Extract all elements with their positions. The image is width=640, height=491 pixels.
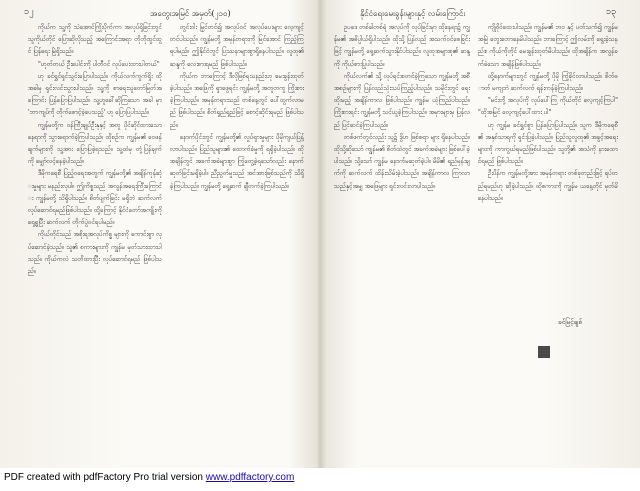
paragraph: ဦးပိန်က ကျွန်မတို့အား အမှန်တရား တစ်ခုတည်းဖြင့် ရပ်တည်ရမည်ဟု ဆိုခဲ့ပါသည်။ ထိုစကားကို ကျွန်မ ယနေ့တိုင် မှတ်မိနေပါသည်။	[478, 170, 618, 202]
pdf-footer	[4, 472, 294, 483]
paragraph: တွင်းဝါး မြှင်တင်၍ အလုပ်ဝင် အလုပ်ပေးများ လေ့ကျင့်တင်ပါသည်။ ကျွန်မတို့ အမှန်တရားကို မြင်အောင် ကြည့်ကြရပါမည်။ ဤနိုင်ငံတွင် ပြဿနာများစွာရှိနေပါသည်။ လူထု၏ ဆန္ဒကို လေးစားရမည် ဖြစ်ပါသည်။	[170, 24, 304, 68]
paragraph: နောက်ပိုင်းတွင် ကျွန်မတို့၏ လှုပ်ရှားမှုများ ပိုမိုကျယ်ပြန့်လာပါသည်။ ပြည်သူများ၏ ထောက်ခံမှုကို ရရှိခဲ့ပါသည်။ ထိုအချိန်တွင် အခက်အခဲများစွာ ကြုံတွေ့ခဲ့ရသော်လည်း နောက်ဆုတ်ခြင်းမရှိခဲ့ပါ။ ညီညွတ်မှုသည် အင်အားဖြစ်သည်ကို သိရှိခဲ့ကြပါသည်။ ကျွန်မတို့ ရှေ့ဆက် ချီတက်ခဲ့ကြပါသည်။	[170, 133, 304, 190]
right-page-column-2	[478, 22, 618, 312]
paragraph: ကိုယ်လက်၏ သို့ လုပ်ရင်းစတင်ခဲ့ကြသော ကျွန်မတို့ အစီအစဉ်များကို ပြန်လည်သုံးသပ်ကြည့်ပါသည်။ သမိုင်းတွင် ရေးထိုးမည့် အချိန်ကာလ ဖြစ်ပါသည်။ ကျွန်မ ယုံကြည်ပါသည်။ ကြိုးစားရင်း ကျွန်မတို့ သင်ယူခဲ့ကြပါသည်။ အမှားများမှ ပြန်လည် ပြင်ဆင်ခဲ့ကြပါသည်။	[334, 72, 470, 129]
paragraph: ဟု ကျွန်မ ခင်ရွှင်စွာ ပြန်ပြောပြပါသည်။ သူက ဒီမိုကရေစီ ၏ အနှစ်သာရကို ရှင်းပြခဲ့ပါသည်။ ပြည်သူလူထု၏ အခွင့်အရေးများကို ကာကွယ်ရမည်ဖြစ်ပါသည်။ သူတို့၏ အသံကို နားထောင်ရမည် ဖြစ်ပါသည်။	[478, 121, 618, 166]
pdffactory-link[interactable]: www.pdffactory.com	[205, 472, 295, 483]
left-page-number: ၁၂	[24, 7, 34, 17]
left-page-column-2	[170, 22, 304, 442]
paragraph: ကျွန်မတို့က ဝန်ကြီးချုပ်ဦးနုနှင့် အတူ ပိုင်ဆိုင်ထားသော နေရာကို သွားရောက်ခဲ့ကြပါသည်။ ထိုစဉ်က ကျွန်မ၏ ဝေဖန်ချက်များကို သူ့အား ပြောပြခဲ့ရသည်။ သူ့ထံမှ တုံ့ပြန်ချက် ကို မျှော်လင့်နေခဲ့ပါသည်။	[28, 121, 162, 166]
paragraph: ဟု ခင်ရွှင်ရှင်သွင်းပြောပါသည်။ ကိုယ်လက်ကွက်ရှိုး ထိုအခါမှ ရှင်းလင်းသွားပါသည်။ သူ့ကို စာရေးသူတော်မြတ်အကြောင်း ပြန်ပြောပြပါသည်။ သူ့ဟူခေါ်ဆိုကြသော အခါ မှာ 'ဘာကျပ်ကို တိုက်စောင့်ခဲ့ပေသည့်' ဟု ပြောပြပါသည်။	[28, 72, 162, 117]
paragraph: ကျိုဝိုဝ်ထေးပါသည်။ ကျွန်မ၏ ဘဝ နှင့် ပတ်သက်၍ ကျွန်မ အမြဲ တွေးတောနေမိပါသည်။ ဘာကြောင့် ဤလမ်းကို ရွေးခဲ့သနည်း။ ကိုယ်ကိုတိုင် မေးခွန်းထုတ်မိပါသည်။ ထိုအချိန်က အလွန်ခက်ခဲသော အချိန်ဖြစ်ပါသည်။	[478, 24, 618, 68]
footer-text: PDF created with pdfFactory Pro trial version	[4, 472, 206, 483]
ornament-mark	[538, 346, 550, 358]
paragraph: ကိုယ်က သူ့ကို သဲအောင်ကြိုးပိုက်ကာ အလုပ်ရှိခြင်းတွင် သူကိုယ်တိုင် ပြောဆိုလိုသည့် အကြောင်းအရာ တိုတိုထွင်ထွင် ပြန်ရေး မြဲရှိသည်။	[28, 24, 162, 56]
paragraph: တစ်ဖက်တွင်လည်း သူ၌ ဒွိဟ ဖြစ်စရာ များ ရှိနေပါသည်။ ထိုသို့ဆိုသော် ကျွန်မ၏ စိတ်ထဲတွင် အခက်အခဲများ ဖြစ်ပေါ်ခဲ့ပါသည်။ သို့သော် ကျွန်မ နောက်မဆုတ်ခဲ့ပါ။ မိမိ၏ ရည်မှန်းချက်ကို ဆက်လက် ထိန်းသိမ်းခဲ့ပါသည်။ အချိန်ကာလ ကြာလာသည်နှင့်အမျှ အဖြေများ ရှင်းလင်းလာပါသည်။	[334, 133, 470, 190]
right-page-number: ၁၃	[606, 7, 617, 17]
paragraph: ကိုယ်က ဘာကြောင့် ဒီလိုဖြစ်ရသနည်းဟု မေးခွန်းထုတ်ခဲ့ပါသည်။ အဖြေကို ရှာဖွေရင်း ကျွန်မတို့ အတူတကွ ကြိုးစားခဲ့ကြပါသည်။ အမှန်တရားသည် တစ်နေ့တွင် ပေါ်ထွက်လာမည် ဖြစ်ပါသည်။ စိတ်ရှည်ရှည်ဖြင့် စောင့်ဆိုင်းရမည် ဖြစ်ပါသည်။	[170, 72, 304, 129]
left-page-column-1	[28, 22, 162, 442]
paragraph: ဒီမိုကရေစီ ပြည့်ဝရေးအတွက် ကျွန်မတို့၏ အချိန်ကုန်ဆုံးမှုများ မနည်းလှပါ။ ဤကိစ္စသည် အလွန်အရေးကြီးကြောင်း ကျွန်မတို့ သိရှိပါသည်။ စိတ်ပျက်ခြင်း မရှိဘဲ ဆက်လက် လုပ်ဆောင်ရမည်ဖြစ်ပါသည်။ ထို့ကြောင့် နိုင်ငံတော်အကျိုးကို ရှေ့ရှုပြီး ဆက်လက် တိုက်ပွဲဝင်ရပါမည်။	[28, 170, 162, 227]
quote-paragraph: "ဟုတ်တယ် ဦးပေါင်းကို ပါတီဝင် လုပ်ပေးထားပါတယ်"	[38, 60, 160, 68]
right-page-column-1	[334, 22, 470, 442]
paragraph: ဥပဒေ တစ်ခါတစ်ရံ အလုပ်ကို လုပ်ခြင်းမှာ ထိုနေရာ၌ ကျွန်မ၏ အဓိပ္ပါယ်ရှိပါသည်။ ထိုသို့ ပြန်လည် အသက်ဝင်စေခြင်းဖြင့် ကျွန်မတို့ ရှေ့ဆက်သွားနိုင်ပါသည်။ လူထုအများစု၏ ဆန္ဒကို ကိုယ်စားပြုပါသည်။	[334, 24, 470, 68]
left-running-head: အတွေးအမြင် အမှတ်(၂၁၀)	[150, 9, 231, 18]
right-running-head: နိုင်ငံရေးမေးခွန်းများနှင့် လမ်းကြောင်း	[360, 9, 466, 18]
quote-paragraph: "မင်းတို့ အလုပ်ကို လုပ်ပေါ်ကြ ကိုယ်တိုင် လေ့ကျင့်ကြပါ" "ထိုအမြင် လေ့ကျင့်ပေါ်ထား ပါ"	[478, 97, 618, 117]
author-signature: ခင်မြင့်ချစ်	[558, 318, 583, 326]
right-page	[320, 0, 640, 468]
paragraph: ကိုယ်တိုင်သည် အစိုးရအလုပ်ကိစ္စ များကို ကောင်းစွာ လုပ်ဆောင်ခဲ့သည်။ သူ၏ စကားများကို ကျွန်မ မှတ်သားထားပါသည်။ ကိုယ်ကလဲ သတိထားပြီး လုပ်ဆောင်ရမည် ဖြစ်ပါသည်။	[28, 231, 162, 276]
paragraph: ထို့နောက်များတွင် ကျွန်မတို့ ပိုမို ကြံ့ခိုင်လာပါသည်။ စိတ်ဓာတ် မကျဘဲ ဆက်လက် ရုန်းကန်ခဲ့ကြပါသည်။	[478, 72, 618, 93]
left-page	[0, 0, 320, 468]
